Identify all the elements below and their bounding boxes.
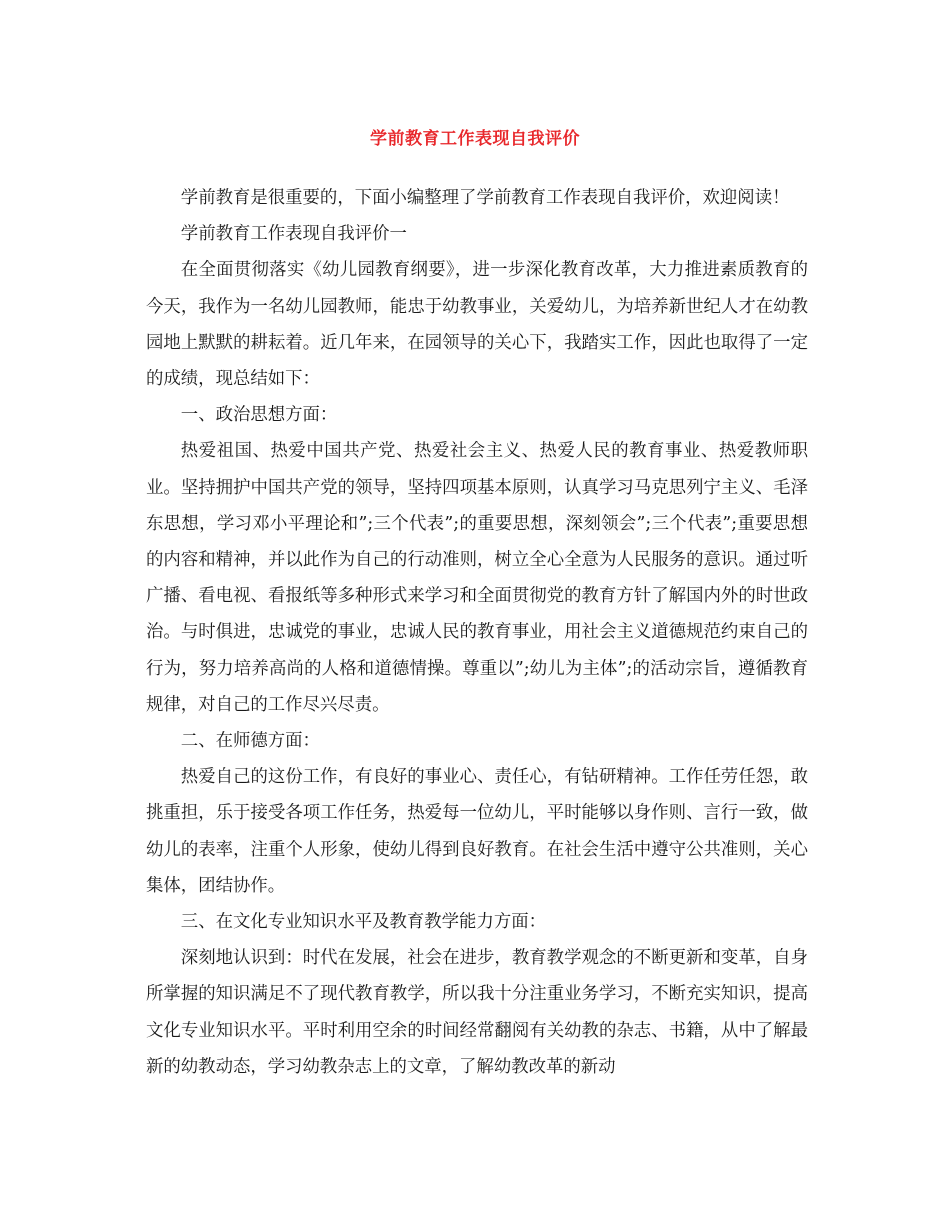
subsection-heading: 二、在师德方面： — [180, 731, 320, 752]
body-paragraph: 深刻地认识到：时代在发展，社会在进步，教育教学观念的不断更新和变革，自身所掌握的知识满足不了现代教育教学，所以我十分注重业务学习，不断充实知识，提高文化专业知识水平。平时利用空余的时间经常翻阅有关幼教的杂志、书籍，从中了解最新的幼教动态，学习幼教杂志上的文章，了解幼教改革的新动 — [146, 948, 808, 1077]
body-paragraph: 热爱自己的这份工作，有良好的事业心、责任心，有钻研精神。工作任劳任怨，敢挑重担，乐于接受各项工作任务，热爱每一位幼儿，平时能够以身作则、言行一致，做幼儿的表率，注重个人形象，使幼儿得到良好教育。在社会生活中遵守公共准则，关心集体，团结协作。 — [146, 767, 808, 896]
intro-paragraph: 学前教育是很重要的，下面小编整理了学前教育工作表现自我评价，欢迎阅读！ — [180, 188, 790, 208]
document-body — [146, 180, 808, 1085]
body-paragraph: 在全面贯彻落实《幼儿园教育纲要》，进一步深化教育改革，大力推进素质教育的今天，我作为一名幼儿园教师，能忠于幼教事业，关爱幼儿，为培养新世纪人才在幼教园地上默默的耕耘着。近几年来，在园领导的关心下，我踏实工作，因此也取得了一定的成绩，现总结如下： — [146, 260, 808, 390]
section-heading: 学前教育工作表现自我评价一 — [180, 224, 407, 245]
subsection-heading: 一、政治思想方面： — [180, 405, 338, 426]
body-paragraph: 热爱祖国、热爱中国共产党、热爱社会主义、热爱人民的教育事业、热爱教师职业。坚持拥护中国共产党的领导，坚持四项基本原则，认真学习马克思列宁主义、毛泽东思想，学习邓小平理论和”;三个代表”;的重要思想，深刻领会”;三个代表”;重要思想的内容和精神，并以此作为自己的行动准则，树立全心全意为人民服务的意识。通过听广播、看电视、看报纸等多种形式来学习和全面贯彻党的教育方针了解国内外的时世政治。与时俱进，忠诚党的事业，忠诚人民的教育事业，用社会主义道德规范约束自己的行为，努力培养高尚的人格和道德情操。尊重以”;幼儿为主体”;的活动宗旨，遵循教育规律，对自己的工作尽兴尽责。 — [146, 441, 808, 715]
document-title: 学前教育工作表现自我评价 — [370, 129, 580, 149]
subsection-heading: 三、在文化专业知识水平及教育教学能力方面： — [180, 912, 547, 933]
